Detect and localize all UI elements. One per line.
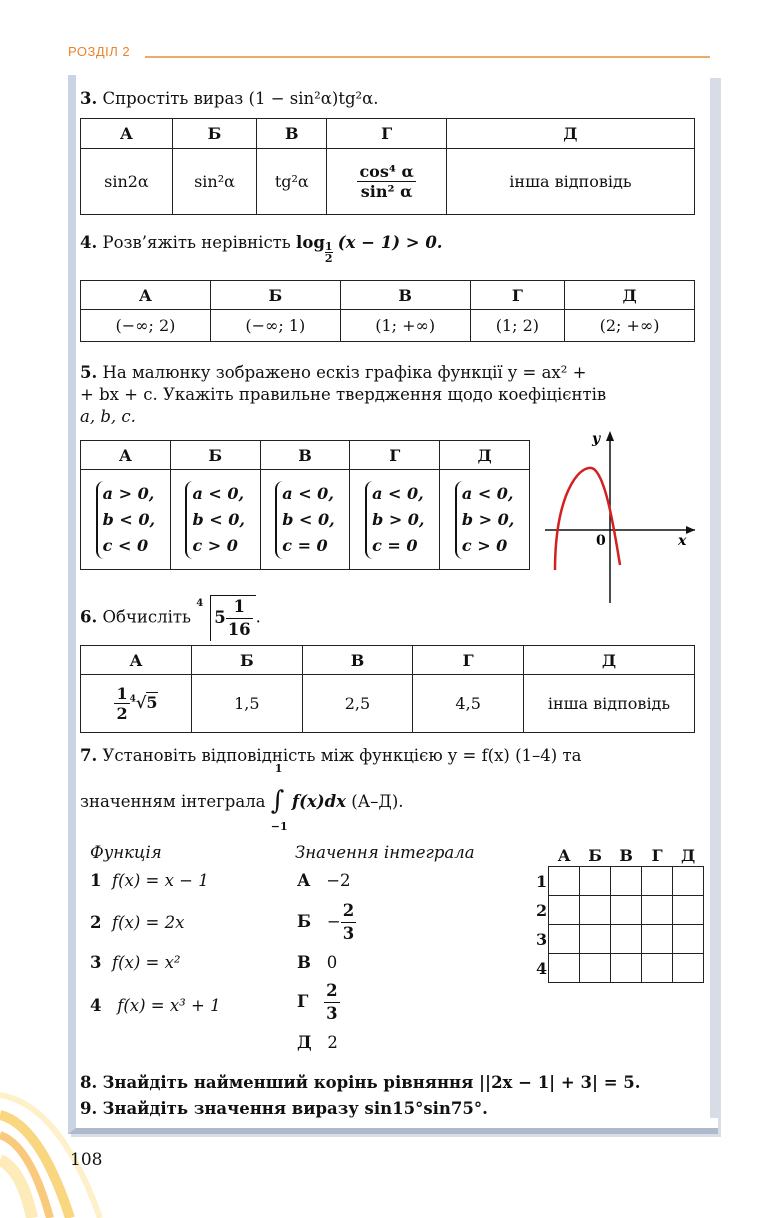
question-3: 3. Спростіть вираз (1 − sin²α)tg²α. [80, 89, 379, 108]
grid-cell[interactable] [549, 954, 580, 983]
q5-col-b: Б [170, 441, 260, 470]
q3-answer-b: sin²α [172, 149, 256, 215]
q6-answer-d: інша відповідь [524, 675, 695, 733]
grid-cell[interactable] [673, 867, 704, 896]
grid-cell[interactable] [642, 896, 673, 925]
grid-row-3: 3 [536, 929, 548, 949]
function-4: 4 f(x) = x³ + 1 [90, 996, 221, 1015]
graph-x-label: x [678, 533, 687, 549]
grid-col-d: Д [681, 846, 696, 865]
function-1: 1 f(x) = x − 1 [90, 871, 209, 890]
q3-answer-table [80, 118, 695, 215]
question-7: 7. Установіть відповідність між функцією y = f(x) (1–4) та [80, 746, 582, 765]
q6-col-g: Г [413, 646, 524, 675]
q3-col-a: А [81, 119, 173, 149]
grid-cell[interactable] [580, 954, 611, 983]
grid-cell[interactable] [673, 925, 704, 954]
q5-answer-b: a < 0, b < 0, c > 0 [170, 470, 260, 570]
parabola-graph [540, 425, 700, 605]
q4-answer-g: (1; 2) [470, 310, 565, 342]
q4-answer-d: (2; +∞) [565, 310, 695, 342]
grid-cell[interactable] [549, 925, 580, 954]
q4-col-a: А [81, 281, 211, 310]
panel-shadow [710, 78, 720, 1118]
grid-cell[interactable] [580, 867, 611, 896]
question-7-line2: значенням інтеграла 1 ∫ −1 f(x)dx (А–Д). [80, 762, 404, 833]
q3-answer-v: tg²α [257, 149, 327, 215]
q6-answer-b: 1,5 [192, 675, 303, 733]
grid-cell[interactable] [673, 954, 704, 983]
q4-answer-v: (1; +∞) [340, 310, 470, 342]
page-number: 108 [70, 1150, 103, 1170]
q5-col-d: Д [440, 441, 530, 470]
q5-col-g: Г [350, 441, 440, 470]
grid-row-4: 4 [536, 958, 548, 978]
q4-col-v: В [340, 281, 470, 310]
q6-col-d: Д [524, 646, 695, 675]
grid-col-g: Г [651, 846, 663, 865]
q5-answer-a: a > 0, b < 0, c < 0 [81, 470, 171, 570]
q3-answer-g: $\frac{\text{cos⁴ α}}{\text{sin² α}}$ [327, 149, 446, 215]
value-d: Д 2 [297, 1033, 338, 1052]
grid-cell[interactable] [549, 867, 580, 896]
q3-answer-d: інша відповідь [446, 149, 694, 215]
q5-answer-table [80, 440, 530, 570]
grid-cell[interactable] [642, 954, 673, 983]
q6-answer-table [80, 645, 695, 733]
q6-answer-a: $\frac{1}{2}$ $^4$√5 [81, 675, 192, 733]
grid-cell[interactable] [580, 896, 611, 925]
grid-cell[interactable] [580, 925, 611, 954]
col-functions-title: Функція [90, 843, 162, 862]
q6-answer-v: 2,5 [302, 675, 413, 733]
question-9: 9. Знайдіть значення виразу sin15°sin75°. [80, 1099, 488, 1118]
q4-col-d: Д [565, 281, 695, 310]
grid-cell[interactable] [611, 925, 642, 954]
graph-y-label: y [592, 431, 601, 447]
section-header: РОЗДІЛ 2 [68, 44, 131, 59]
question-4: 4. Розв’яжіть нерівність log $\frac{1}{2}$ (x − 1) > 0. [80, 233, 443, 265]
grid-cell[interactable] [611, 867, 642, 896]
q5-answer-d: a < 0, b > 0, c > 0 [440, 470, 530, 570]
q4-col-g: Г [470, 281, 565, 310]
value-a: А −2 [297, 871, 351, 890]
q3-answer-a: sin2α [81, 149, 173, 215]
q4-answer-table [80, 280, 695, 342]
header-rule [145, 56, 710, 58]
q6-col-b: Б [192, 646, 303, 675]
grid-cell[interactable] [673, 896, 704, 925]
function-3: 3 f(x) = x² [90, 953, 181, 972]
q6-answer-g: 4,5 [413, 675, 524, 733]
q3-col-d: Д [446, 119, 694, 149]
grid-row-2: 2 [536, 900, 548, 920]
graph-origin-label: 0 [596, 533, 606, 549]
question-8: 8. Знайдіть найменший корінь рівняння ||2x − 1| + 3| = 5. [80, 1073, 641, 1092]
value-v: В 0 [297, 953, 338, 972]
q5-col-v: В [260, 441, 350, 470]
grid-row-1: 1 [536, 871, 548, 891]
value-g: Г $\frac{2}{3}$ [297, 981, 338, 1023]
grid-cell[interactable] [611, 896, 642, 925]
function-2: 2 f(x) = 2x [90, 913, 185, 932]
grid-cell[interactable] [642, 867, 673, 896]
q6-col-v: В [302, 646, 413, 675]
value-b: Б − $\frac{2}{3}$ [297, 901, 355, 943]
col-values-title: Значення інтеграла [295, 843, 475, 862]
q5-answer-v: a < 0, b < 0, c = 0 [260, 470, 350, 570]
question-6: 6. Обчисліть 4 5 $\frac{1}{16}$ . [80, 597, 261, 639]
grid-col-b: Б [588, 846, 602, 865]
q6-col-a: А [81, 646, 192, 675]
q4-answer-b: (−∞; 1) [210, 310, 340, 342]
q4-answer-a: (−∞; 2) [81, 310, 211, 342]
grid-col-a: А [557, 846, 571, 865]
answer-grid [535, 845, 704, 983]
q4-col-b: Б [210, 281, 340, 310]
q5-answer-g: a < 0, b > 0, c = 0 [350, 470, 440, 570]
q3-col-g: Г [327, 119, 446, 149]
q3-col-v: В [257, 119, 327, 149]
q5-col-a: А [81, 441, 171, 470]
grid-cell[interactable] [549, 896, 580, 925]
grid-col-v: В [619, 846, 633, 865]
question-5: 5. На малюнку зображено ескіз графіка функції y = ax² + + bx + c. Укажіть правильне твердження щодо коефіцієнтів a, b, c. [80, 363, 607, 426]
grid-cell[interactable] [642, 925, 673, 954]
grid-cell[interactable] [611, 954, 642, 983]
q3-col-b: Б [172, 119, 256, 149]
